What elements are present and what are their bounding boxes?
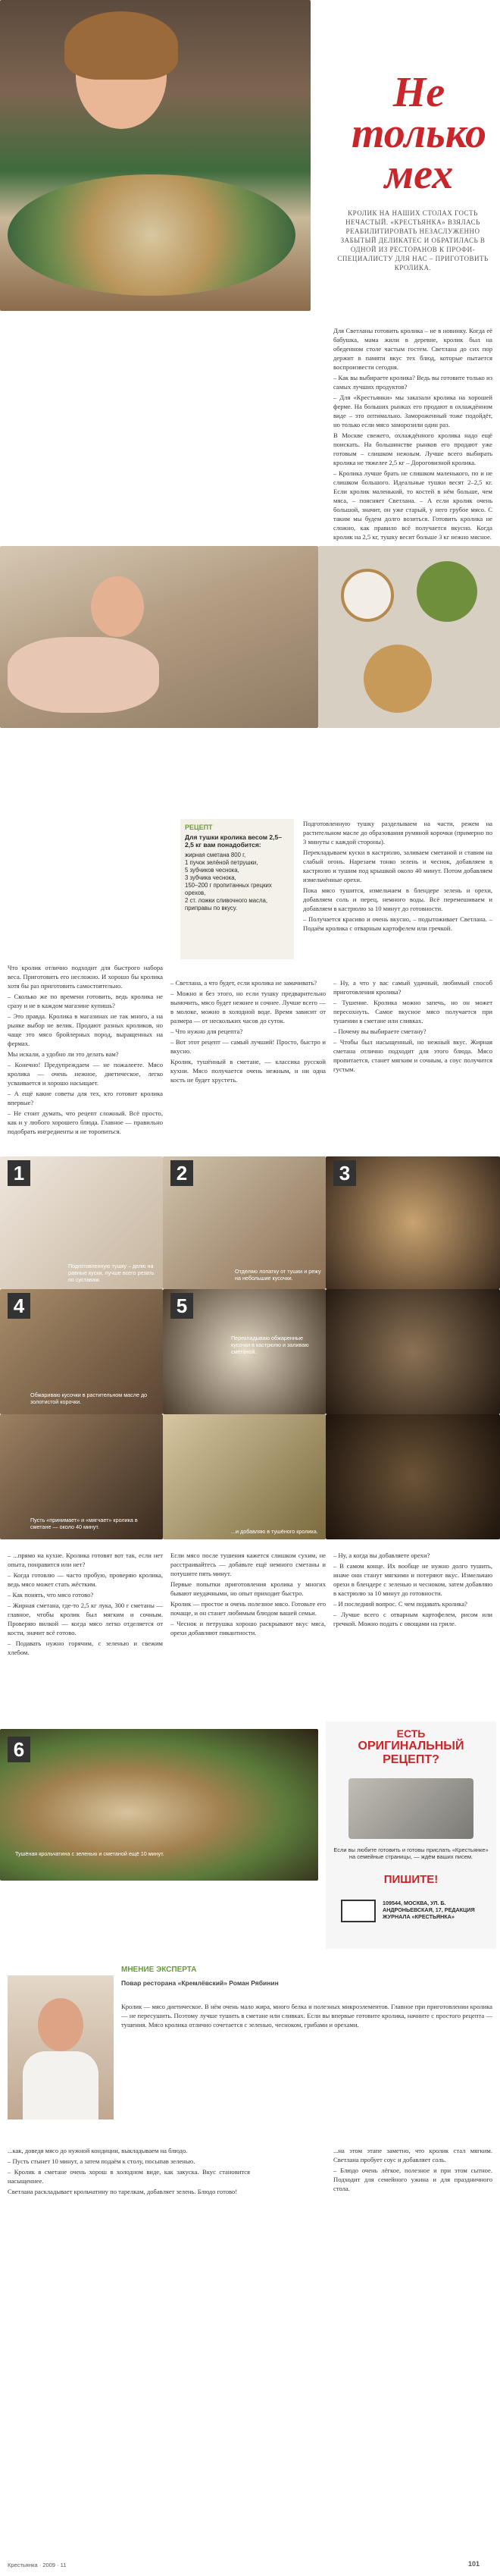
- promo-heading-2: ОРИГИНАЛЬНЫЙ: [358, 1740, 464, 1752]
- step-caption-5: Пусть «принимает» и «мягчает» кролика в сметане — около 40 минут.: [30, 1517, 138, 1530]
- ingredients-photo: [318, 546, 500, 728]
- ingredient: 150–200 г пропитанных грецких орехов,: [185, 882, 272, 896]
- column-right-2: – Ну, а что у вас самый удачный, любимый способ приготовления кролика? – Тушение. Кролика можно запечь, но он может пересохнуть. Самое вкусное мясо получается при тушении в сметане или сливках. – Почему вы выбираете сметану? – Чтобы был насыщенный, но нежный вкус. Жирная сметана отлично подходит для этого блюда. Мясо пропитается, станет мягким и сочным, а соус получится густым.: [333, 979, 492, 1073]
- article-title: [339, 69, 498, 198]
- promo-box: [326, 1721, 496, 1949]
- step-caption-4: Перекладываю обжаренные кусочки в кастрюлю и заливаю сметаной.: [231, 1335, 309, 1355]
- ingredient: 2 ст. ложки сливочного масла,: [185, 897, 268, 904]
- column-bottom-left: – ...прямо на кухне. Кролика готовят вот так, если нет опыта, понравится или нет? – Когда готовлю — часто пробую, проверяю кролика, ведь мясо может стать жёстким. – Как понять, что мясо готово? – Жирная сметана, где-то 2,5 кг лука, 300 г сметаны — главное, чтобы кролик был мягким и сочным. Проверяю вилкой — когда мясо легко отделяется от кости, значит всё готово. – Подавать нужно горячим, с зеленью и свежим хлебом.: [8, 1552, 163, 1656]
- ingredient: 1 пучок зелёной петрушки,: [185, 859, 258, 866]
- step-photo-9: [326, 1414, 500, 1539]
- raw-rabbit: [8, 637, 159, 713]
- column-bottom-right: – Ну, а когда вы добавляете орехи? – В самом конце. Их вообще не нужно долго тушить, иначе они станут мягкими и потеряют вкус. Измельчаю орехи в блендере с зеленью и чесноком, затем добавляю в кастрюлю за 10 минут до готовности. – И последний вопрос. С чем подавать кролика? – Лучше всего с отварным картофелем, рисом или гречкой. Можно подать с овощами на гриле.: [333, 1552, 492, 1627]
- column-final-right: ...на этом этапе заметно, что кролик стал мягким. Светлана пробует соус и добавляет соль. – Блюдо очень лёгкое, полезное и при этом сытное. Подходит для семейного ужина и для праздничного стола.: [333, 2147, 492, 2192]
- step-caption-7: Тушёная крольчатина с зеленью и сметаной ещё 10 минут.: [15, 1850, 164, 1857]
- promo-text: Если вы любите готовить и готовы прислать «Крестьянке» на семейные страницы, — ждём ваших писем.: [333, 1846, 489, 1860]
- promo-image: [348, 1778, 473, 1839]
- column-recipe-text: Подготовленную тушку разделываем на части, режем на растительном масле до образования румяной корочки (примерно по 3 минуты с каждой стороны). Перекладываем куски в кастрюлю, заливаем сметаной и ставим на слабый огонь. Нарезаем тонко зелень и чеснок, добавляем в кастрюлю и тушим под крышкой около 40 минут. Потом добавляем измельчённые орехи. Пока мясо тушится, измельчаем в блендере зелень и орехи, добавляем соль и перец, немного воды. Всё перемешиваем и добавляем в кастрюлю за 10 минут до готовности. – Получается красиво и очень вкусно, – подытоживает Светлана. – Подаём кролика с отварным картофелем или гречкой.: [303, 820, 492, 932]
- step-caption-3: Обжариваю кусочки в растительном масле до золотистой корочки.: [30, 1392, 148, 1405]
- step-photo-8: [163, 1414, 326, 1539]
- step-photo-6: [326, 1289, 500, 1414]
- cook-head: [91, 576, 144, 637]
- final-dish-photo: [0, 1729, 318, 1881]
- recipe-heading: Для тушки кролика весом 2,5–2,5 кг вам понадобится:: [185, 833, 282, 849]
- ingredient: жирная сметана 800 г,: [185, 852, 246, 858]
- step-caption-6: ...и добавляю в тушёного кролика.: [231, 1528, 318, 1535]
- expert-name: Повар ресторана «Кремлёвский» Роман Рябинин: [121, 1979, 279, 1987]
- step-number-4: 4: [8, 1293, 30, 1319]
- column-left: Что кролик отлично подходит для быстрого набора веса. Приготовить его несложно. И хорошо бы кролика хотя бы раз приготовить самостоятельно. – Сколько же по времени готовить, ведь кролика не сразу и не в каждом магазине купишь? – Это правда. Кролика в магазинах не так много, а на рынке выбор не велик. Продают разных кроликов, но чаще это мясо бройлерных пород, выращенных на фермах. Мы искали, а удобно ли это делать вам? – Конечно! Предупреждаем — не пожалеете. Мясо кролика — очень нежное, диетическое, легко усваивается и хорошо насыщает. – А ещё какие советы для тех, кто готовит кролика впервые? – Не стоит думать, что рецепт сложный. Всё просто, как и у любого хорошего блюда. Главное — правильно подобрать ингредиенты и не торопиться.: [8, 964, 163, 1135]
- envelope-icon: [341, 1900, 376, 1922]
- step-number-5: 5: [170, 1293, 193, 1319]
- column-middle: – Светлана, а что будет, если кролика не замачивать? – Можно и без этого, но если тушку предварительно вымочить, мясо будет нежнее и сочнее. Лучше всего — в молоке, можно в холодной воде. Время зависит от размера — от нескольких часов до суток. – Что нужно для рецепта? – Вот этот рецепт — самый лучший! Просто, быстро и вкусно. Кролик, тушённый в сметане, — классика русской кухни. Мясо получается очень нежным, и ни одна кость не будет хрустеть.: [170, 979, 326, 1084]
- column-top-right: Для Светланы готовить кролика – не в новинку. Когда её бабушка, мама жили в деревне, кролик был на обеденном столе частым гостем. Светлана до сих пор держит в памяти вкус тех блюд, которые пытается воспроизвести сегодня. – Как вы выбираете кролика? Ведь вы готовите только из самых лучших продуктов? – Для «Крестьянки» мы заказали кролика на хорошей ферме. На больших рынках его продают в охлаждённом виде – это оптимально. Замороженный тоже подойдёт, но только если мясо заморозили один раз. В Москве свежего, охлаждённого кролика надо ещё поискать. На большинстве рынков его продают уже готовым – слишком нежным. Лучше всего выбирать кролика не тяжелее 2,5 кг – Дороговизной кролика. – Кролика лучше брать не слишком маленького, по и не слишком большого. Идеальные тушки весят 2–2,5 кг. Если кролик маленький, то костей в нём больше, чем мяса, – поясняет Светлана. – А если кролик очень большой, значит, он уже старый, у него грубое мясо. С таким мы будем долго возиться. Готовить кролика не сложно, как правило всё получается вкусно. Когда кролик на 2,5 кг, тушку весит больше 3 кг нежно мясное.: [333, 327, 492, 541]
- recipe-label: РЕЦЕПТ: [185, 824, 213, 831]
- column-bottom-middle: Если мясо после тушения кажется слишком сухим, не расстраивайтесь — добавьте ещё немного сметаны и потушите пять минут. Первые попытки приготовления кролика у многих бывают неудачными, но опыт приходит быстро. Кролик — простое и очень полезное мясо. Готовьте его почаще, и он станет любимым блюдом вашей семьи. – Чеснок и петрушка хорошо раскрывают вкус мяса, орехи добавляют пикантности.: [170, 1552, 326, 1636]
- woman-hair: [64, 11, 178, 80]
- title-line-3: мех: [384, 151, 454, 198]
- recipe-box: [180, 819, 294, 959]
- promo-write: ПИШИТЕ!: [383, 1873, 439, 1886]
- step-number-3: 3: [333, 1160, 356, 1186]
- promo-heading-1: ЕСТЬ: [396, 1727, 426, 1740]
- bowl-1: [341, 569, 394, 622]
- expert-label: МНЕНИЕ ЭКСПЕРТА: [121, 1966, 197, 1974]
- ingredient: 5 зубчиков чеснока,: [185, 867, 239, 874]
- ingredient: приправы по вкусу.: [185, 905, 238, 911]
- column-final-left: ...как, доведя мясо до нужной кондиции, выкладываем на блюдо. – Пусть стынет 10 минут, а затем подаём к столу, посыпав зеленью. – Кролик в сметане очень хорош в холодном виде, как закуска. Вкус становится насыщеннее. Светлана раскладывает крольчатину по тарелкам, добавляет зелень. Блюдо готово!: [8, 2147, 250, 2195]
- chef-head: [38, 1998, 83, 2051]
- ingredient: 3 зубчика чеснока,: [185, 874, 236, 881]
- expert-text: Кролик — мясо диетическое. В нём очень мало жира, много белка и полезных микроэлементов. Главное при приготовлении кролика — не пересушить. Поэтому лучше тушить в сметане или сливках. Если вы впервые готовите кролика, начните с простого рецепта — тушения. Мясо кролика отлично сочетается с зеленью, чесноком, грибами и орехами.: [121, 2003, 492, 2028]
- page-number: 101: [468, 2560, 480, 2568]
- dish-platter: [8, 174, 295, 296]
- lead-text: КРОЛИК НА НАШИХ СТОЛАХ ГОСТЬ НЕЧАСТЫЙ. «КРЕСТЬЯНКА» ВЗЯЛАСЬ РЕАБИЛИТИРОВАТЬ НЕЗАСЛУЖЕННО ЗАБЫТЫЙ ДЕЛИКАТЕС И ОБРАТИЛАСЬ В ОДНОЙ ИЗ РЕСТОРАНОВ К ПРОФИ-СПЕЦИАЛИСТУ ДЛЯ НАС – ПРИГОТОВИТЬ КРОЛИКА.: [337, 209, 489, 271]
- expert-photo: [8, 1975, 114, 2119]
- footer-text: Крестьянка · 2009 · 11: [8, 2562, 67, 2568]
- step-number-1: 1: [8, 1160, 30, 1186]
- step-caption-1: Подготовленную тушку – делю на равные куски, лучше всего резать по суставам.: [68, 1263, 155, 1283]
- promo-address: 109544, МОСКВА, УЛ. Б. АНДРОНЬЕВСКАЯ, 17, РЕДАКЦИЯ ЖУРНАЛА «КРЕСТЬЯНКА»: [383, 1900, 475, 1920]
- kitchen-photo: [0, 546, 318, 728]
- title-line-1: Не: [392, 69, 445, 116]
- title-line-2: только: [351, 110, 486, 157]
- bowl-3: [364, 645, 432, 713]
- chef-uniform: [23, 2051, 98, 2119]
- hero-photo: [0, 0, 311, 311]
- step-number-6: 6: [8, 1737, 30, 1762]
- step-number-2: 2: [170, 1160, 193, 1186]
- bowl-2: [417, 561, 477, 622]
- step-caption-2: Отделяю лопатку от тушки и режу на небольшие кусочки.: [235, 1268, 321, 1282]
- promo-heading-3: РЕЦЕПТ?: [383, 1753, 439, 1766]
